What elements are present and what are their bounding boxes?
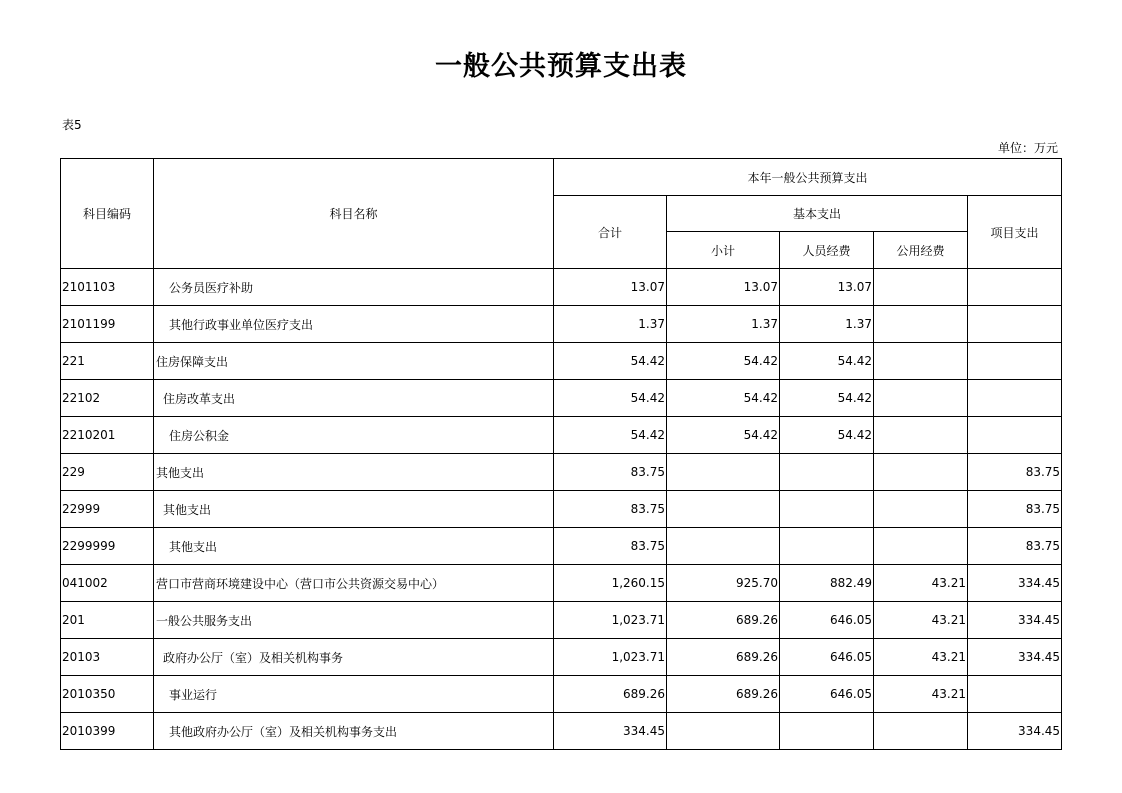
- cell-project: [968, 417, 1062, 454]
- cell-subtotal: 54.42: [667, 417, 780, 454]
- page-title: 一般公共预算支出表: [435, 51, 687, 82]
- cell-public: [874, 713, 968, 750]
- cell-name: 其他支出: [154, 528, 554, 565]
- cell-project: 334.45: [968, 565, 1062, 602]
- cell-subtotal: 13.07: [667, 269, 780, 306]
- header-total: 合计: [554, 196, 667, 269]
- table-row: [61, 602, 1062, 639]
- cell-project: 334.45: [968, 602, 1062, 639]
- table-row: [61, 639, 1062, 676]
- cell-project: [968, 343, 1062, 380]
- cell-name: 其他行政事业单位医疗支出: [154, 306, 554, 343]
- cell-code: 2210201: [61, 417, 154, 454]
- cell-subtotal: [667, 713, 780, 750]
- cell-personnel: [780, 713, 874, 750]
- cell-subtotal: 54.42: [667, 343, 780, 380]
- table-row: [61, 491, 1062, 528]
- table-number: 表5: [62, 118, 82, 132]
- cell-code: 2010399: [61, 713, 154, 750]
- cell-name: 其他支出: [154, 454, 554, 491]
- header-code: 科目编码: [61, 159, 154, 269]
- table-row: [61, 269, 1062, 306]
- cell-public: 43.21: [874, 602, 968, 639]
- cell-name: 其他政府办公厅（室）及相关机构事务支出: [154, 713, 554, 750]
- cell-project: [968, 676, 1062, 713]
- cell-total: 13.07: [554, 269, 667, 306]
- cell-public: [874, 528, 968, 565]
- cell-project: [968, 306, 1062, 343]
- cell-total: 83.75: [554, 491, 667, 528]
- cell-code: 221: [61, 343, 154, 380]
- cell-name: 公务员医疗补助: [154, 269, 554, 306]
- cell-name: 住房保障支出: [154, 343, 554, 380]
- cell-personnel: [780, 528, 874, 565]
- cell-personnel: [780, 454, 874, 491]
- cell-project: 83.75: [968, 491, 1062, 528]
- cell-personnel: 54.42: [780, 380, 874, 417]
- table-row: [61, 565, 1062, 602]
- cell-personnel: 1.37: [780, 306, 874, 343]
- cell-name: 住房改革支出: [154, 380, 554, 417]
- cell-personnel: 13.07: [780, 269, 874, 306]
- cell-name: 政府办公厅（室）及相关机构事务: [154, 639, 554, 676]
- table-row: [61, 528, 1062, 565]
- cell-project: 334.45: [968, 713, 1062, 750]
- cell-public: [874, 306, 968, 343]
- table-row: [61, 713, 1062, 750]
- table-row: [61, 417, 1062, 454]
- cell-public: 43.21: [874, 565, 968, 602]
- cell-code: 2299999: [61, 528, 154, 565]
- table-row: [61, 676, 1062, 713]
- cell-code: 22999: [61, 491, 154, 528]
- header-subtotal: 小计: [667, 232, 780, 269]
- cell-subtotal: [667, 528, 780, 565]
- cell-project: 83.75: [968, 454, 1062, 491]
- header-project: 项目支出: [968, 196, 1062, 269]
- unit-label: 单位：万元: [997, 141, 1058, 155]
- budget-table: [60, 158, 1062, 750]
- cell-total: 54.42: [554, 380, 667, 417]
- cell-code: 041002: [61, 565, 154, 602]
- cell-total: 54.42: [554, 417, 667, 454]
- header-public: 公用经费: [874, 232, 968, 269]
- header-basic: 基本支出: [667, 196, 968, 232]
- cell-public: [874, 380, 968, 417]
- table-row: [61, 343, 1062, 380]
- cell-subtotal: [667, 491, 780, 528]
- cell-total: 334.45: [554, 713, 667, 750]
- table-row: [61, 380, 1062, 417]
- cell-name: 事业运行: [154, 676, 554, 713]
- cell-subtotal: [667, 454, 780, 491]
- cell-public: [874, 491, 968, 528]
- cell-code: 2010350: [61, 676, 154, 713]
- cell-name: 其他支出: [154, 491, 554, 528]
- cell-public: 43.21: [874, 639, 968, 676]
- table-row: [61, 454, 1062, 491]
- cell-project: 83.75: [968, 528, 1062, 565]
- cell-total: 689.26: [554, 676, 667, 713]
- cell-total: 83.75: [554, 528, 667, 565]
- cell-personnel: 54.42: [780, 417, 874, 454]
- cell-code: 22102: [61, 380, 154, 417]
- cell-public: [874, 454, 968, 491]
- cell-total: 1,260.15: [554, 565, 667, 602]
- cell-personnel: 882.49: [780, 565, 874, 602]
- cell-personnel: 646.05: [780, 639, 874, 676]
- header-personnel: 人员经费: [780, 232, 874, 269]
- cell-total: 83.75: [554, 454, 667, 491]
- cell-code: 2101199: [61, 306, 154, 343]
- cell-subtotal: 689.26: [667, 602, 780, 639]
- cell-total: 1.37: [554, 306, 667, 343]
- cell-code: 2101103: [61, 269, 154, 306]
- cell-project: [968, 269, 1062, 306]
- cell-total: 54.42: [554, 343, 667, 380]
- cell-subtotal: 689.26: [667, 639, 780, 676]
- cell-project: 334.45: [968, 639, 1062, 676]
- header-name: 科目名称: [154, 159, 554, 269]
- cell-personnel: [780, 491, 874, 528]
- cell-personnel: 646.05: [780, 602, 874, 639]
- cell-public: [874, 343, 968, 380]
- header-group: 本年一般公共预算支出: [554, 159, 1062, 196]
- cell-public: [874, 417, 968, 454]
- cell-name: 一般公共服务支出: [154, 602, 554, 639]
- cell-personnel: 646.05: [780, 676, 874, 713]
- cell-total: 1,023.71: [554, 602, 667, 639]
- cell-code: 20103: [61, 639, 154, 676]
- cell-subtotal: 925.70: [667, 565, 780, 602]
- cell-public: 43.21: [874, 676, 968, 713]
- cell-code: 229: [61, 454, 154, 491]
- table-row: [61, 306, 1062, 343]
- cell-subtotal: 1.37: [667, 306, 780, 343]
- cell-subtotal: 689.26: [667, 676, 780, 713]
- cell-project: [968, 380, 1062, 417]
- cell-personnel: 54.42: [780, 343, 874, 380]
- cell-code: 201: [61, 602, 154, 639]
- cell-name: 营口市营商环境建设中心（营口市公共资源交易中心）: [154, 565, 554, 602]
- cell-public: [874, 269, 968, 306]
- cell-total: 1,023.71: [554, 639, 667, 676]
- cell-name: 住房公积金: [154, 417, 554, 454]
- cell-subtotal: 54.42: [667, 380, 780, 417]
